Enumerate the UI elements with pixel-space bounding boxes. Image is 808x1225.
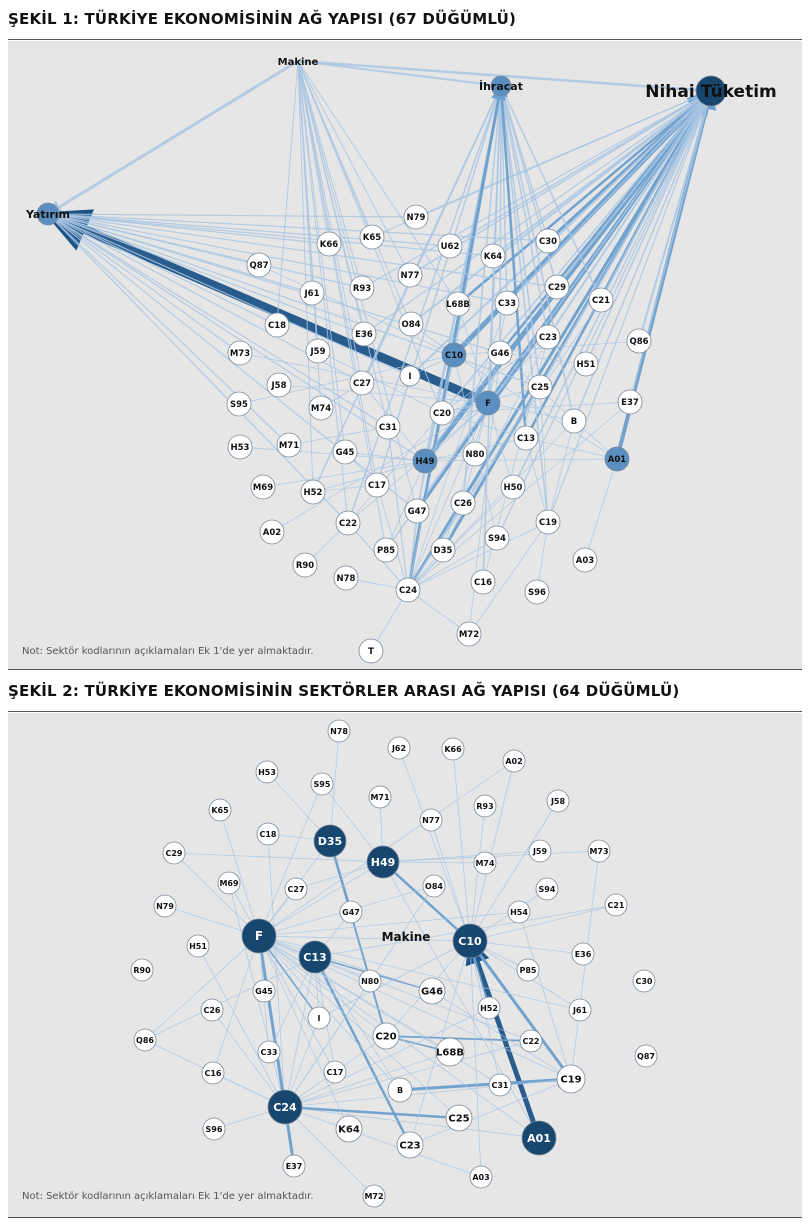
node-d35 bbox=[314, 825, 346, 857]
node-label-f: F bbox=[254, 929, 264, 944]
node-label-c21: C21 bbox=[591, 295, 611, 306]
node-label-m74: M74 bbox=[475, 858, 495, 868]
node-label-d35: D35 bbox=[317, 834, 343, 848]
node-label-h52: H52 bbox=[480, 1003, 498, 1013]
edge-e37-to-nihai-tuketim bbox=[630, 91, 711, 402]
edge-a03-to-a01 bbox=[585, 459, 617, 560]
node-label-n79: N79 bbox=[406, 212, 426, 223]
node-label-a03: A03 bbox=[575, 555, 595, 566]
node-g45 bbox=[253, 980, 275, 1002]
node-h49 bbox=[367, 846, 399, 878]
node-label-p85: P85 bbox=[376, 545, 396, 556]
node-c24 bbox=[396, 578, 420, 602]
node-label-q87: Q87 bbox=[249, 260, 269, 271]
node-l68b bbox=[446, 292, 470, 316]
node-q87 bbox=[247, 253, 271, 277]
edge-h49-to-f bbox=[259, 862, 383, 936]
edge-m71-to-yatirim bbox=[48, 214, 289, 445]
node-a02 bbox=[503, 750, 525, 772]
node-c24 bbox=[268, 1090, 302, 1124]
node-label-h54: H54 bbox=[510, 907, 528, 917]
node-label-h53: H53 bbox=[230, 442, 250, 453]
node-n77 bbox=[420, 809, 442, 831]
node-label-c19: C19 bbox=[538, 517, 558, 528]
node-c25 bbox=[446, 1105, 472, 1131]
edge-c21-to-c10 bbox=[470, 905, 616, 941]
node-makine bbox=[382, 930, 431, 944]
node-label-c20: C20 bbox=[375, 1031, 397, 1043]
node-c30 bbox=[536, 229, 560, 253]
node-c27 bbox=[350, 371, 374, 395]
node-a03 bbox=[470, 1166, 492, 1188]
node-label-k64: K64 bbox=[338, 1124, 360, 1136]
node-label-c10: C10 bbox=[458, 934, 482, 948]
node-h51 bbox=[574, 352, 598, 376]
node-a03 bbox=[573, 548, 597, 572]
node-label-c17: C17 bbox=[326, 1067, 344, 1077]
node-m69 bbox=[218, 872, 240, 894]
node-g47 bbox=[405, 499, 429, 523]
node-n78 bbox=[328, 720, 350, 742]
node-label-c18: C18 bbox=[259, 829, 277, 839]
node-c26 bbox=[201, 999, 223, 1021]
node-label-k65: K65 bbox=[362, 232, 382, 243]
node-c31 bbox=[376, 415, 400, 439]
node-c25 bbox=[528, 375, 552, 399]
node-label-c30: C30 bbox=[538, 236, 558, 247]
node-c10 bbox=[442, 343, 466, 367]
node-label-d35: D35 bbox=[433, 545, 453, 556]
node-c29 bbox=[163, 842, 185, 864]
node-c18 bbox=[265, 313, 289, 337]
node-label-nihai-tuketim: Nihai Tüketim bbox=[645, 82, 777, 102]
node-label-c33: C33 bbox=[260, 1047, 278, 1057]
node-label-h49: H49 bbox=[370, 855, 396, 869]
node-m71 bbox=[369, 786, 391, 808]
node-q86 bbox=[627, 329, 651, 353]
edge-k66-to-c10 bbox=[453, 749, 470, 941]
node-label-q86: Q86 bbox=[629, 336, 649, 347]
node-label-c30: C30 bbox=[635, 976, 653, 986]
edge-m72-to-c24 bbox=[285, 1107, 374, 1196]
node-n79 bbox=[404, 205, 428, 229]
node-e37 bbox=[618, 390, 642, 414]
node-n80 bbox=[359, 970, 381, 992]
node-label-o84: O84 bbox=[425, 881, 443, 891]
node-label-b: B bbox=[570, 416, 578, 427]
node-label-c26: C26 bbox=[203, 1005, 221, 1015]
edge-b-to-c19 bbox=[548, 421, 574, 522]
node-c27 bbox=[285, 878, 307, 900]
node-label-s95: S95 bbox=[313, 779, 331, 789]
node-label-n80: N80 bbox=[361, 976, 379, 986]
node-c16 bbox=[202, 1062, 224, 1084]
node-label-j59: J59 bbox=[532, 846, 548, 856]
node-label-g46: G46 bbox=[420, 986, 444, 998]
node-m74 bbox=[474, 852, 496, 874]
node-label-h49: H49 bbox=[415, 456, 435, 467]
node-label-m72: M72 bbox=[458, 629, 480, 640]
edge-c23-to-nihai-tuketim bbox=[548, 91, 711, 337]
node-makine bbox=[278, 57, 319, 68]
node-label-n77: N77 bbox=[422, 815, 440, 825]
node-g46 bbox=[419, 978, 445, 1004]
node-label-makine: Makine bbox=[381, 930, 431, 944]
node-label-h53: H53 bbox=[258, 767, 276, 777]
node-c19 bbox=[536, 510, 560, 534]
node-label-n77: N77 bbox=[400, 270, 420, 281]
figure1-panel bbox=[8, 41, 802, 670]
node-label-c20: C20 bbox=[432, 408, 452, 419]
node-label-r90: R90 bbox=[133, 965, 151, 975]
node-a02 bbox=[260, 520, 284, 544]
node-label-g47: G47 bbox=[407, 506, 427, 517]
node-label-u62: U62 bbox=[440, 241, 460, 252]
node-label-b: B bbox=[396, 1085, 404, 1095]
node-label-e37: E37 bbox=[285, 1161, 303, 1171]
figure2-title-rule bbox=[8, 711, 802, 712]
node-c17 bbox=[365, 473, 389, 497]
node-label-s95: S95 bbox=[230, 399, 248, 410]
node-label-c31: C31 bbox=[378, 422, 398, 433]
node-j58 bbox=[547, 790, 569, 812]
node-label-s94: S94 bbox=[538, 884, 556, 894]
node-label-q86: Q86 bbox=[136, 1035, 154, 1045]
node-h52 bbox=[478, 997, 500, 1019]
node-label-m73: M73 bbox=[229, 348, 251, 359]
node-label-n80: N80 bbox=[465, 449, 485, 460]
node-n80 bbox=[463, 442, 487, 466]
node-c22 bbox=[336, 511, 360, 535]
node-h53 bbox=[256, 761, 278, 783]
node-k66 bbox=[442, 738, 464, 760]
node-m73 bbox=[228, 341, 252, 365]
node-label-n78: N78 bbox=[330, 726, 348, 736]
node-label-l68b: L68B bbox=[436, 1047, 464, 1059]
node-c30 bbox=[633, 970, 655, 992]
node-e36 bbox=[352, 322, 376, 346]
node-label-n79: N79 bbox=[156, 901, 174, 911]
edge-makine-to-yatirim bbox=[48, 61, 298, 214]
edge-c19-to-nihai-tuketim bbox=[548, 91, 711, 522]
node-c23 bbox=[397, 1132, 423, 1158]
node-label-l68b: L68B bbox=[446, 299, 470, 310]
node-o84 bbox=[399, 312, 423, 336]
node-c29 bbox=[545, 275, 569, 299]
node-label-j58: J58 bbox=[271, 380, 287, 391]
node-r90 bbox=[131, 959, 153, 981]
node-h54 bbox=[508, 901, 530, 923]
node-c13 bbox=[514, 426, 538, 450]
node-c21 bbox=[589, 288, 613, 312]
node-label-k66: K66 bbox=[444, 744, 462, 754]
node-i bbox=[400, 366, 420, 386]
node-a01 bbox=[522, 1121, 556, 1155]
node-e36 bbox=[572, 943, 594, 965]
node-label-a01: A01 bbox=[607, 454, 627, 465]
node-s95 bbox=[311, 773, 333, 795]
figure1-title: ŞEKİL 1: TÜRKİYE EKONOMİSİNİN AĞ YAPISI (67 DÜĞÜMLÜ) bbox=[8, 10, 517, 28]
node-label-h51: H51 bbox=[576, 359, 596, 370]
node-label-m69: M69 bbox=[219, 878, 239, 888]
node-label-g46: G46 bbox=[490, 348, 510, 359]
figure2-title: ŞEKİL 2: TÜRKİYE EKONOMİSİNİN SEKTÖRLER ARASI AĞ YAPISI (64 DÜĞÜMLÜ) bbox=[8, 682, 680, 700]
node-label-j61: J61 bbox=[304, 288, 320, 299]
node-label-c13: C13 bbox=[516, 433, 536, 444]
node-k64 bbox=[336, 1116, 362, 1142]
node-label-c23: C23 bbox=[538, 332, 558, 343]
node-j61 bbox=[300, 281, 324, 305]
node-label-o84: O84 bbox=[401, 319, 421, 330]
figure2-note: Not: Sektör kodlarının açıklamaları Ek 1'de yer almaktadır. bbox=[22, 1191, 314, 1202]
node-label-m73: M73 bbox=[589, 846, 609, 856]
node-n77 bbox=[398, 263, 422, 287]
node-label-c10: C10 bbox=[444, 350, 464, 361]
node-u62 bbox=[438, 234, 462, 258]
node-m72 bbox=[457, 622, 481, 646]
node-label-g47: G47 bbox=[342, 907, 360, 917]
node-r90 bbox=[293, 553, 317, 577]
figure1-network-graph bbox=[8, 41, 802, 669]
node-i bbox=[308, 1007, 330, 1029]
node-c16 bbox=[471, 570, 495, 594]
node-label-t: T bbox=[368, 646, 374, 657]
node-label-m74: M74 bbox=[310, 403, 332, 414]
node-nihai-tuketim bbox=[645, 76, 777, 106]
node-label-n78: N78 bbox=[336, 573, 356, 584]
node-label-m69: M69 bbox=[252, 482, 274, 493]
node-m73 bbox=[588, 840, 610, 862]
edge-h54-to-c19 bbox=[519, 912, 571, 1079]
node-f bbox=[476, 391, 500, 415]
node-label-i: I bbox=[408, 371, 412, 382]
edge-b-to-c19 bbox=[400, 1079, 571, 1090]
node-q86 bbox=[134, 1029, 156, 1051]
node-label-c13: C13 bbox=[303, 950, 327, 964]
node-m72 bbox=[363, 1185, 385, 1207]
node-label-g45: G45 bbox=[335, 447, 355, 458]
node-label-h51: H51 bbox=[189, 941, 207, 951]
node-label-c19: C19 bbox=[560, 1074, 582, 1086]
node-label-m71: M71 bbox=[370, 792, 390, 802]
edge-j59-to-h49 bbox=[383, 851, 540, 862]
node-d35 bbox=[431, 538, 455, 562]
figure2-network-graph bbox=[8, 713, 802, 1217]
node-s94 bbox=[485, 526, 509, 550]
node-m69 bbox=[251, 475, 275, 499]
node-c13 bbox=[299, 941, 331, 973]
node-label-a02: A02 bbox=[262, 527, 282, 538]
node-label-c24: C24 bbox=[273, 1100, 297, 1114]
node-m74 bbox=[309, 396, 333, 420]
node-c19 bbox=[557, 1065, 585, 1093]
edge-j62-to-c10 bbox=[399, 748, 470, 941]
node-t bbox=[359, 639, 383, 663]
edge-c29-to-h49 bbox=[174, 853, 383, 862]
node-label-s94: S94 bbox=[488, 533, 506, 544]
node-k66 bbox=[317, 232, 341, 256]
edge-c18-to-c24 bbox=[268, 834, 285, 1107]
node-label-j59: J59 bbox=[310, 346, 326, 357]
node-a01 bbox=[605, 447, 629, 471]
node-s94 bbox=[536, 878, 558, 900]
node-label-e36: E36 bbox=[574, 949, 592, 959]
node-label-f: F bbox=[485, 398, 491, 409]
node-label-j62: J62 bbox=[391, 743, 407, 753]
node-label-a02: A02 bbox=[505, 756, 523, 766]
node-label-s96: S96 bbox=[528, 587, 546, 598]
node-c10 bbox=[453, 924, 487, 958]
node-s95 bbox=[227, 392, 251, 416]
node-label-k64: K64 bbox=[483, 251, 503, 262]
node-label-p85: P85 bbox=[519, 965, 537, 975]
node-label-k65: K65 bbox=[211, 805, 229, 815]
node-b bbox=[562, 409, 586, 433]
node-label-j58: J58 bbox=[550, 796, 566, 806]
node-label-c23: C23 bbox=[399, 1140, 421, 1152]
node-f bbox=[242, 919, 276, 953]
node-label-c18: C18 bbox=[267, 320, 287, 331]
node-label-c17: C17 bbox=[367, 480, 387, 491]
edge-c10-to-f bbox=[259, 936, 470, 941]
node-label-c29: C29 bbox=[165, 848, 183, 858]
node-label-c27: C27 bbox=[352, 378, 372, 389]
node-r93 bbox=[350, 276, 374, 300]
node-label-c25: C25 bbox=[530, 382, 550, 393]
node-m71 bbox=[277, 433, 301, 457]
node-e37 bbox=[283, 1155, 305, 1177]
node-label-yatirim: Yatırım bbox=[25, 208, 71, 221]
node-label-r90: R90 bbox=[295, 560, 315, 571]
node-c23 bbox=[536, 325, 560, 349]
node-j58 bbox=[267, 373, 291, 397]
node-q87 bbox=[635, 1045, 657, 1067]
node-j59 bbox=[306, 339, 330, 363]
node-label-r93: R93 bbox=[352, 283, 372, 294]
node-k65 bbox=[360, 225, 384, 249]
node-c20 bbox=[373, 1023, 399, 1049]
node-label-m71: M71 bbox=[278, 440, 300, 451]
node-s96 bbox=[203, 1118, 225, 1140]
node-p85 bbox=[374, 538, 398, 562]
node-c33 bbox=[258, 1041, 280, 1063]
node-label-q87: Q87 bbox=[637, 1051, 655, 1061]
node-label-r93: R93 bbox=[476, 801, 494, 811]
figure1-note: Not: Sektör kodlarının açıklamaları Ek 1'de yer almaktadır. bbox=[22, 646, 314, 657]
node-g47 bbox=[340, 901, 362, 923]
node-h49 bbox=[413, 449, 437, 473]
node-label-c31: C31 bbox=[491, 1080, 509, 1090]
node-label-c25: C25 bbox=[448, 1113, 470, 1125]
node-r93 bbox=[474, 795, 496, 817]
edge-s95-to-f bbox=[259, 784, 322, 936]
node-label-j61: J61 bbox=[572, 1005, 588, 1015]
node-c26 bbox=[451, 491, 475, 515]
node-b bbox=[388, 1078, 412, 1102]
node-label-i: I bbox=[317, 1013, 321, 1023]
node-label-g45: G45 bbox=[255, 986, 273, 996]
node-c21 bbox=[605, 894, 627, 916]
figure1-title-rule bbox=[8, 39, 802, 40]
node-c17 bbox=[324, 1061, 346, 1083]
node-k65 bbox=[209, 799, 231, 821]
node-n78 bbox=[334, 566, 358, 590]
node-label-e37: E37 bbox=[621, 397, 639, 408]
node-p85 bbox=[517, 959, 539, 981]
figure2-panel bbox=[8, 713, 802, 1218]
edge-a02-to-c10 bbox=[470, 761, 514, 941]
node-label-c22: C22 bbox=[522, 1036, 540, 1046]
node-label-c16: C16 bbox=[473, 577, 493, 588]
node-label-c22: C22 bbox=[338, 518, 358, 529]
edge-s94-to-nihai-tuketim bbox=[497, 91, 711, 538]
node-s96 bbox=[525, 580, 549, 604]
node-c20 bbox=[430, 401, 454, 425]
node-ihracat bbox=[479, 76, 523, 96]
node-h52 bbox=[301, 480, 325, 504]
node-label-c33: C33 bbox=[497, 298, 517, 309]
node-n79 bbox=[154, 895, 176, 917]
node-label-a01: A01 bbox=[527, 1131, 551, 1145]
node-h53 bbox=[228, 435, 252, 459]
node-label-e36: E36 bbox=[355, 329, 373, 340]
node-o84 bbox=[423, 875, 445, 897]
node-label-c29: C29 bbox=[547, 282, 567, 293]
node-g46 bbox=[488, 341, 512, 365]
node-h51 bbox=[187, 935, 209, 957]
node-k64 bbox=[481, 244, 505, 268]
node-label-c27: C27 bbox=[287, 884, 305, 894]
node-h50 bbox=[501, 475, 525, 499]
node-label-c24: C24 bbox=[398, 585, 418, 596]
node-c33 bbox=[495, 291, 519, 315]
node-label-c16: C16 bbox=[204, 1068, 222, 1078]
node-g45 bbox=[333, 440, 357, 464]
node-j62 bbox=[388, 737, 410, 759]
node-label-c26: C26 bbox=[453, 498, 473, 509]
node-label-m72: M72 bbox=[364, 1191, 384, 1201]
node-label-ihracat: İhracat bbox=[479, 80, 523, 93]
edge-f-to-yatirim bbox=[48, 214, 488, 403]
node-label-makine: Makine bbox=[277, 57, 319, 68]
node-c18 bbox=[257, 823, 279, 845]
node-j61 bbox=[569, 999, 591, 1021]
figure1-edges bbox=[48, 61, 711, 651]
node-label-h52: H52 bbox=[303, 487, 323, 498]
node-label-h50: H50 bbox=[503, 482, 523, 493]
node-label-a03: A03 bbox=[472, 1172, 490, 1182]
edge-c24-to-f bbox=[259, 936, 285, 1107]
node-label-c21: C21 bbox=[607, 900, 625, 910]
node-c31 bbox=[489, 1074, 511, 1096]
node-c22 bbox=[520, 1030, 542, 1052]
node-label-s96: S96 bbox=[205, 1124, 223, 1134]
node-j59 bbox=[529, 840, 551, 862]
node-l68b bbox=[436, 1038, 464, 1066]
node-label-k66: K66 bbox=[319, 239, 339, 250]
